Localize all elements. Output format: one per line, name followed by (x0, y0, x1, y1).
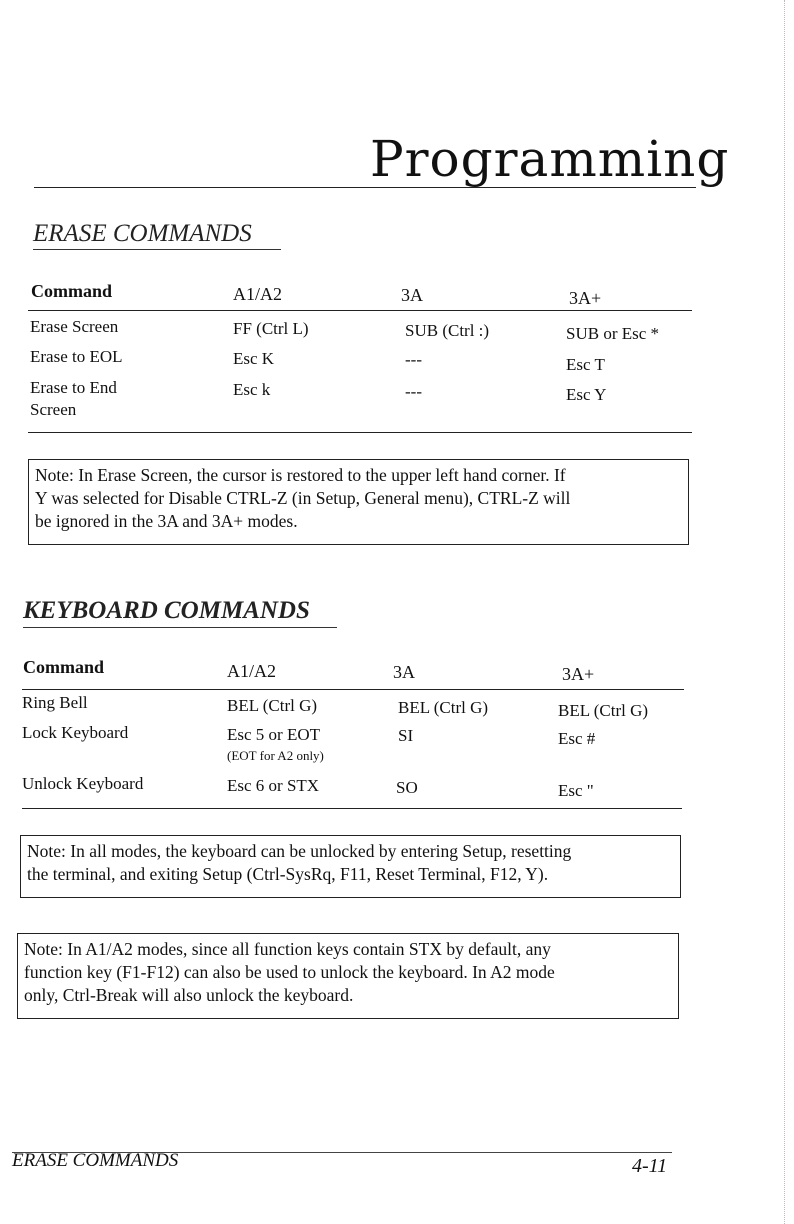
page-number: 4-11 (632, 1155, 668, 1177)
keyboard-row-1-command: Ring Bell (22, 693, 88, 712)
keyboard-row-3-a1a2: Esc 6 or STX (227, 776, 320, 795)
keyboard-row-2-command: Lock Keyboard (22, 723, 129, 742)
erase-table-bottom-rule (28, 432, 692, 433)
erase-note-line-3: be ignored in the 3A and 3A+ modes. (35, 511, 298, 531)
keyboard-note-2-line-1: Note: In A1/A2 modes, since all function keys contain STX by default, any (24, 939, 551, 959)
erase-row-3-3aplus: Esc Y (566, 385, 607, 404)
keyboard-header-3a: 3A (393, 662, 415, 682)
erase-row-3-command-line2: Screen (30, 400, 77, 419)
erase-note-line-1: Note: In Erase Screen, the cursor is restored to the upper left hand corner. If (35, 465, 566, 485)
title-rule (34, 187, 696, 188)
keyboard-header-rule (22, 689, 684, 690)
keyboard-row-2-a1a2-note: (EOT for A2 only) (227, 748, 324, 763)
page-title: Programming (370, 130, 730, 188)
erase-row-2-3aplus: Esc T (566, 355, 605, 374)
erase-header-command: Command (31, 281, 113, 301)
keyboard-header-command: Command (23, 657, 105, 677)
erase-row-2-3a: --- (405, 350, 422, 369)
keyboard-row-1-3a: BEL (Ctrl G) (398, 698, 489, 717)
erase-row-2-command: Erase to EOL (30, 347, 123, 366)
erase-row-1-3a: SUB (Ctrl :) (405, 321, 490, 340)
erase-commands-heading: ERASE COMMANDS (33, 220, 252, 247)
footer-section-label: ERASE COMMANDS (12, 1150, 179, 1171)
keyboard-commands-heading: KEYBOARD COMMANDS (23, 597, 310, 624)
keyboard-note-2-box (17, 933, 679, 1019)
keyboard-row-2-3aplus: Esc # (558, 729, 596, 748)
keyboard-note-1-line-2: the terminal, and exiting Setup (Ctrl-SysRq, F11, Reset Terminal, F12, Y). (27, 864, 549, 884)
keyboard-row-3-command: Unlock Keyboard (22, 774, 144, 793)
erase-header-3aplus: 3A+ (569, 288, 602, 308)
keyboard-header-a1a2: A1/A2 (227, 661, 276, 681)
erase-row-1-a1a2: FF (Ctrl L) (233, 319, 309, 338)
keyboard-row-2-3a: SI (398, 726, 414, 745)
keyboard-header-3aplus: 3A+ (562, 664, 595, 684)
keyboard-note-2-line-3: only, Ctrl-Break will also unlock the keyboard. (24, 985, 354, 1005)
erase-header-3a: 3A (401, 285, 423, 305)
erase-row-3-command: Erase to End (30, 378, 117, 397)
keyboard-note-2-line-2: function key (F1-F12) can also be used to unlock the keyboard. In A2 mode (24, 962, 555, 982)
keyboard-note-1-line-1: Note: In all modes, the keyboard can be unlocked by entering Setup, resetting (27, 841, 572, 861)
keyboard-heading-underline (23, 627, 337, 628)
erase-row-3-3a: --- (405, 382, 422, 401)
erase-row-3-a1a2: Esc k (233, 380, 271, 399)
page-edge (784, 0, 785, 1224)
erase-row-1-command: Erase Screen (30, 317, 119, 336)
keyboard-row-1-3aplus: BEL (Ctrl G) (558, 701, 649, 720)
erase-note-box (28, 459, 689, 545)
erase-row-2-a1a2: Esc K (233, 349, 275, 368)
keyboard-row-3-3a: SO (396, 778, 418, 797)
keyboard-table-bottom-rule (22, 808, 682, 809)
erase-row-1-3aplus: SUB or Esc * (566, 324, 660, 343)
keyboard-note-1-box (20, 835, 681, 898)
erase-header-a1a2: A1/A2 (233, 284, 282, 304)
keyboard-row-1-a1a2: BEL (Ctrl G) (227, 696, 318, 715)
keyboard-row-2-a1a2: Esc 5 or EOT (227, 725, 321, 744)
erase-header-rule (28, 310, 692, 311)
erase-heading-underline (33, 249, 281, 250)
keyboard-row-3-3aplus: Esc " (558, 781, 594, 800)
erase-note-line-2: Y was selected for Disable CTRL-Z (in Setup, General menu), CTRL-Z will (35, 488, 571, 508)
